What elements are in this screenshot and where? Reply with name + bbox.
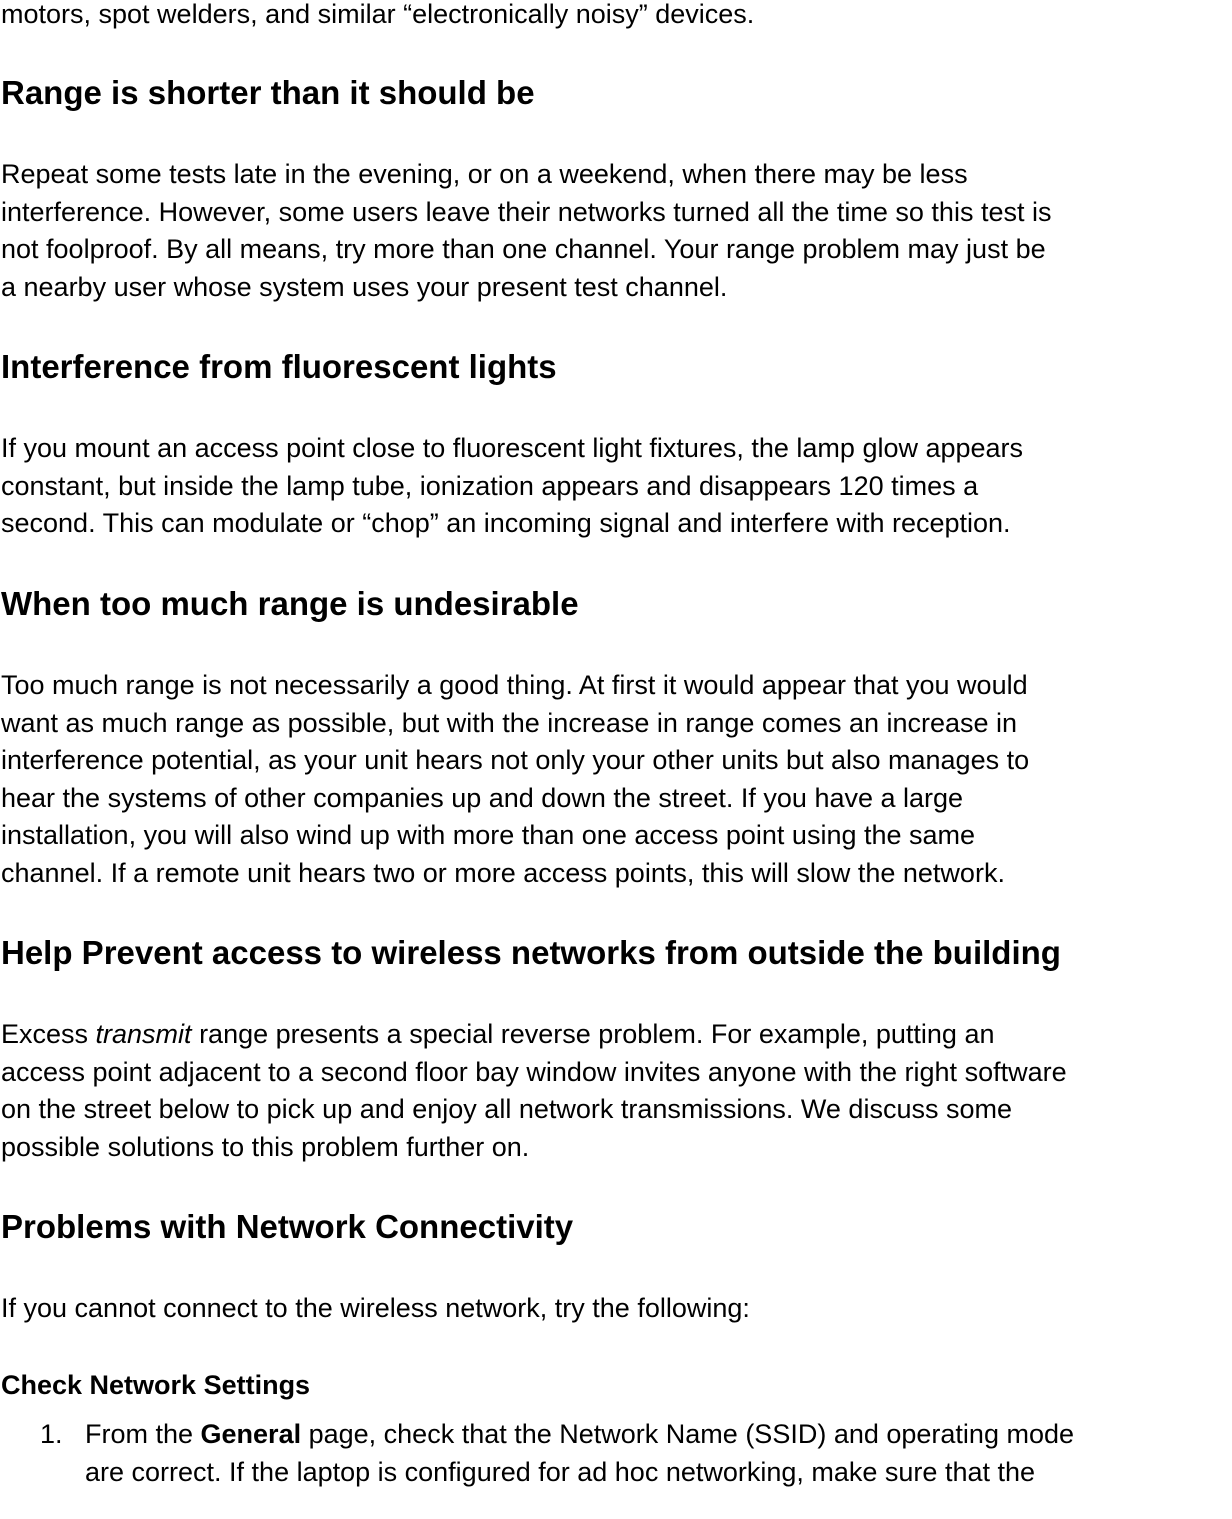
- paragraph-line: interference potential, as your unit hears not only your other units but also manages to: [1, 745, 1030, 775]
- fluorescent-paragraph: [1, 430, 1232, 543]
- heading-prevent-access: Help Prevent access to wireless networks from outside the building: [1, 934, 1061, 971]
- bold-general: General: [200, 1419, 302, 1449]
- paragraph-line: Too much range is not necessarily a good thing. At first it would appear that you would: [1, 670, 1028, 700]
- heading-too-much-range: When too much range is undesirable: [1, 585, 579, 622]
- too-much-range-paragraph: [1, 667, 1232, 892]
- intro-paragraph: [1, 0, 1232, 34]
- paragraph-line: on the street below to pick up and enjoy all network transmissions. We discuss some: [1, 1094, 1012, 1124]
- line-prefix: From the: [85, 1419, 201, 1449]
- heading-range-short: Range is shorter than it should be: [1, 74, 535, 111]
- paragraph-line: If you mount an access point close to fluorescent light fixtures, the lamp glow appears: [1, 433, 1024, 463]
- paragraph-line: Repeat some tests late in the evening, or on a weekend, when there may be less: [1, 159, 968, 189]
- paragraph-line: installation, you will also wind up with more than one access point using the same: [1, 820, 976, 850]
- paragraph-line: If you cannot connect to the wireless network, try the following:: [1, 1293, 750, 1323]
- heading-connectivity: Problems with Network Connectivity: [1, 1208, 574, 1245]
- paragraph-line: hear the systems of other companies up and down the street. If you have a large: [1, 782, 964, 813]
- emphasis-transmit: transmit: [95, 1019, 192, 1049]
- connectivity-intro: [1, 1290, 1232, 1328]
- paragraph-line: a nearby user whose system uses your present test channel.: [1, 271, 728, 302]
- line-prefix: Excess: [1, 1019, 96, 1049]
- range-short-paragraph: [1, 156, 1232, 306]
- line-suffix: page, check that the Network Name (SSID) and operating mode: [301, 1419, 1074, 1449]
- paragraph-line: access point adjacent to a second floor bay window invites anyone with the right software: [1, 1056, 1067, 1087]
- paragraph-line: second. This can modulate or “chop” an incoming signal and interfere with reception.: [1, 508, 1011, 538]
- subheading-check-settings: Check Network Settings: [1, 1370, 311, 1400]
- paragraph-line: [1, 1016, 1232, 1054]
- paragraph-line: channel. If a remote unit hears two or more access points, this will slow the network.: [1, 857, 1005, 888]
- paragraph-line: want as much range as possible, but with the increase in range comes an increase in: [1, 707, 1018, 738]
- prevent-access-paragraph: [1, 1016, 1232, 1166]
- list-line: [85, 1416, 1074, 1454]
- paragraph-line: constant, but inside the lamp tube, ionization appears and disappears 120 times a: [1, 470, 979, 501]
- intro-line: motors, spot welders, and similar “electronically noisy” devices.: [1, 0, 755, 29]
- list-number: 1.: [40, 1419, 63, 1449]
- paragraph-line: not foolproof. By all means, try more than one channel. Your range problem may just be: [1, 234, 1046, 264]
- list-line: are correct. If the laptop is configured for ad hoc networking, make sure that the: [85, 1456, 1036, 1487]
- paragraph-line: interference. However, some users leave their networks turned all the time so this test is: [1, 196, 1052, 227]
- heading-fluorescent: Interference from fluorescent lights: [1, 348, 557, 385]
- list-item-body: [85, 1416, 1074, 1491]
- line-suffix: range presents a special reverse problem. For example, putting an: [191, 1019, 995, 1049]
- paragraph-line: possible solutions to this problem further on.: [1, 1131, 530, 1162]
